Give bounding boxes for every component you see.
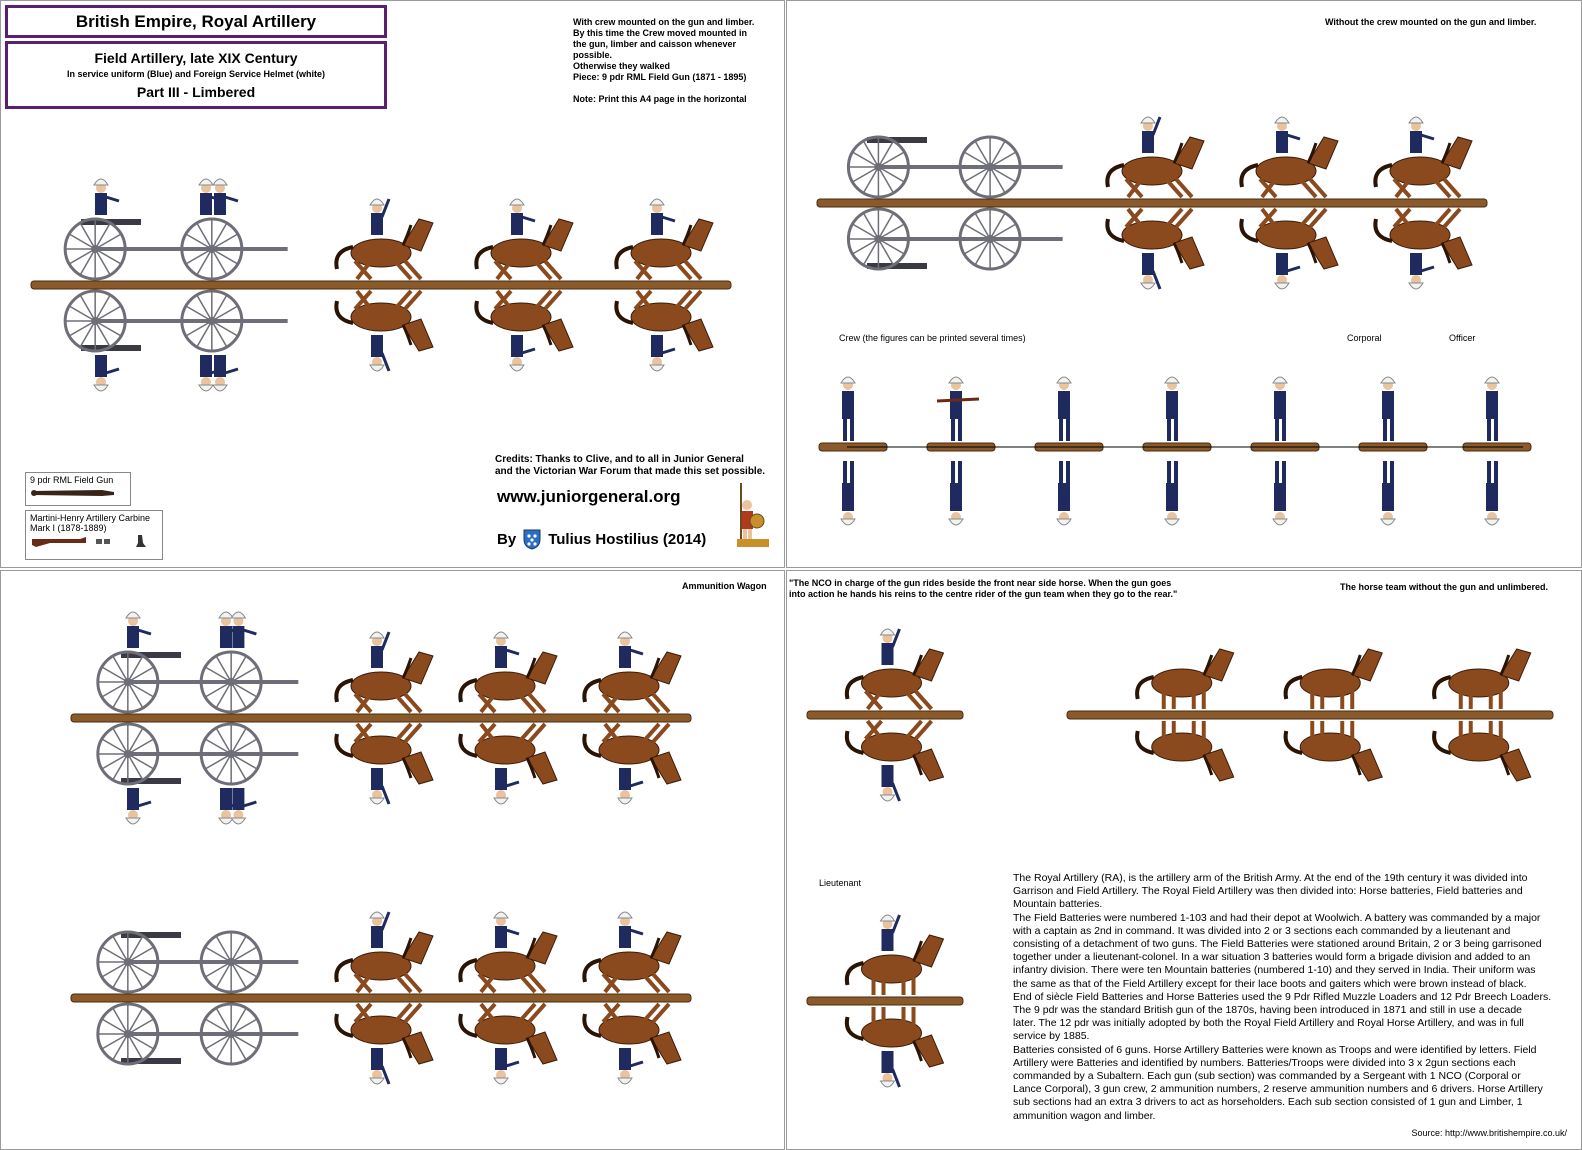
history-line: together under a lieutenant-colonel. In a war situation 3 batteries would form a brigade division and added to an (1013, 951, 1531, 964)
horse (476, 219, 573, 279)
crew-figure (1057, 377, 1071, 441)
sheet-ammunition-wagon (0, 570, 785, 1150)
note-line: With crew mounted on the gun and limber. (573, 17, 755, 27)
rider (650, 199, 675, 235)
rider (494, 1048, 519, 1084)
note-line (573, 83, 773, 94)
rider (618, 768, 643, 804)
rider (213, 355, 238, 391)
by-label: By (497, 530, 517, 548)
base-strip (71, 994, 691, 1002)
rider (494, 632, 519, 668)
base-strip (71, 714, 691, 722)
rider (370, 768, 389, 804)
history-line: commanded by a Subaltern. Each gun (sub section) was commanded by a Sergeant with 1 NCO (Corporal or (1013, 1070, 1521, 1083)
horse (476, 291, 573, 351)
crew-figure (841, 377, 855, 441)
carbine-reference-box (25, 510, 163, 560)
rider (126, 612, 151, 648)
rider (618, 632, 643, 668)
author-name: Tulius Hostilius (2014) (548, 530, 707, 548)
note-line: Piece: 9 pdr RML Field Gun (1871 - 1895) (573, 72, 747, 82)
horse (336, 652, 433, 712)
rider (231, 788, 256, 824)
history-line: Artillery were Batteries and identified by numbers. Batteries/Troops were divided into 3 x 2gun sections each (1013, 1056, 1516, 1069)
horse (847, 935, 944, 995)
rider (1141, 117, 1160, 153)
horse (1375, 137, 1472, 197)
rider (650, 335, 675, 371)
uniform-note: In service uniform (Blue) and Foreign Service Helmet (white) (66, 69, 326, 79)
team-caption: The horse team without the gun and unlimbered. (1340, 582, 1549, 592)
rider (1409, 253, 1434, 289)
sheet-part-iii-limbered (0, 0, 785, 568)
horse (1375, 209, 1472, 269)
rider (231, 612, 256, 648)
quote-line: "The NCO in charge of the gun rides beside the front near side horse. When the gun goes (789, 578, 1172, 588)
sheet-nco-and-team (786, 570, 1582, 1150)
history-line: The Royal Artillery (RA), is the artillery arm of the British Army. At the end of the 19th century it was divided into (1013, 872, 1528, 884)
lieutenant-label: Lieutenant (819, 878, 862, 888)
horse (1241, 137, 1338, 197)
corporal-label: Corporal (1347, 333, 1382, 343)
horse (460, 724, 557, 784)
horse (336, 1004, 433, 1064)
horse (460, 652, 557, 712)
history-line: End of siècle Field Batteries and Horse Batteries used the 9 Pdr Rifled Muzzle Loaders and 12 Pdr Breech Loaders. (1013, 990, 1552, 1003)
main-title-box (5, 5, 387, 38)
history-line: consisting of a detachment of two guns. The Field Batteries were stationed around Britain, 2 or 3 being garrisoned (1013, 938, 1542, 951)
sheet-no-crew (786, 0, 1582, 568)
source-link[interactable]: Source: http://www.britishempire.co.uk/ (1411, 1128, 1567, 1138)
horse (460, 1004, 557, 1064)
history-line: The Field Batteries were numbered 1-103 and had their depot at Woolwich. A battery was commanded by a major (1013, 911, 1541, 924)
rider (881, 915, 900, 951)
rider (494, 912, 519, 948)
rider (213, 179, 238, 215)
history-line: sub sections had an extra 3 drivers to act as horseholders. Each sub section consisted of 1 gun and Limber, 1 (1013, 1096, 1523, 1109)
horse (584, 724, 681, 784)
rider (881, 1051, 900, 1087)
crew-label: Crew (the figures can be printed several times) (839, 333, 1026, 343)
horse (1286, 649, 1383, 709)
horse (584, 652, 681, 712)
gun-ref-label: 9 pdr RML Field Gun (30, 475, 114, 485)
junior-general-mascot-icon (733, 481, 773, 551)
site-url[interactable]: www.juniorgeneral.org (497, 487, 681, 506)
ammunition-wagon-caption: Ammunition Wagon (682, 581, 767, 591)
note-line: Otherwise they walked (573, 61, 671, 71)
rider (881, 629, 900, 665)
horse (1434, 649, 1531, 709)
rider (1275, 253, 1300, 289)
rider (1275, 117, 1300, 153)
horse (336, 219, 433, 279)
rider (510, 199, 535, 235)
rider (94, 179, 119, 215)
carbine-ref-line: Martini-Henry Artillery Carbine (30, 513, 151, 523)
history-line: Mountain batteries. (1013, 898, 1103, 911)
credits-block (495, 454, 765, 478)
rider (881, 765, 900, 801)
horse (1137, 649, 1234, 709)
horse (1286, 721, 1383, 781)
rider (1141, 253, 1160, 289)
credit-line: and the Victorian War Forum that made this set possible. (495, 466, 766, 477)
base-strip (807, 711, 963, 719)
horse (847, 1007, 944, 1067)
base-strip (807, 997, 963, 1005)
rider (370, 1048, 389, 1084)
horse (336, 291, 433, 351)
horse (847, 721, 944, 781)
crew-figure (937, 377, 979, 441)
main-title: British Empire, Royal Artillery (75, 12, 317, 31)
gun-reference-box (25, 472, 131, 506)
rider (370, 199, 389, 235)
history-line: Lance Corporal), 3 gun crew, 2 ammunition numbers, 2 reserve ammunition numbers and 6 drivers. Horse Artillery (1013, 1083, 1543, 1096)
base-strip (1067, 711, 1553, 719)
carbine-icon (30, 533, 160, 553)
nco-rider-figure (805, 591, 965, 851)
rider (370, 335, 389, 371)
corporal-figure (1381, 377, 1395, 441)
part-label: Part III - Limbered (136, 84, 256, 100)
history-line: ammunition wagon and limber. (1013, 1109, 1156, 1122)
horse (1241, 209, 1338, 269)
officer-figure (1485, 377, 1499, 441)
rider (618, 1048, 643, 1084)
author-byline (497, 528, 706, 550)
subtitle-box (5, 41, 387, 109)
rider (1409, 117, 1434, 153)
horse (336, 724, 433, 784)
horse-team-unlimbered-figure (1065, 591, 1565, 851)
note-line: the gun, limber and caisson whenever (573, 39, 737, 49)
horse (847, 649, 944, 709)
history-line: service by 1885. (1013, 1030, 1090, 1043)
history-line: Garrison and Field Artillery. The Royal Field Artillery was then divided into: Horse batteries, Field batteries and (1013, 885, 1523, 898)
history-line: the same as that of the Field Artillery except for their lace boots and gaiters which were brown instead of black. (1013, 977, 1527, 990)
horse (460, 932, 557, 992)
horse (1137, 721, 1234, 781)
history-line: infantry division. There were ten Mountain batteries (numbered 1-10) and they served in India. Their uniform was (1013, 964, 1536, 977)
horse (584, 932, 681, 992)
rider (618, 912, 643, 948)
rider (94, 355, 119, 391)
horse (1107, 137, 1204, 197)
horse (1434, 721, 1531, 781)
rider (494, 768, 519, 804)
rider (126, 788, 151, 824)
crew-figure (1165, 377, 1179, 441)
crew-figure (1273, 377, 1287, 441)
rider (510, 335, 535, 371)
gun-team-no-crew-figure (787, 81, 1582, 341)
no-crew-caption: Without the crew mounted on the gun and limber. (1325, 17, 1537, 27)
history-line: later. The 12 pdr was initially adopted by both the Royal Field Artillery and Royal Horse Artillery, and was in full (1013, 1017, 1524, 1030)
ammunition-wagon-team-no-crew-figure (1, 876, 785, 1136)
history-text-block (1013, 872, 1579, 1123)
history-line: The 9 pdr was the standard British gun of the 1870s, having been introduced in 1871 and still in use a decade (1013, 1004, 1523, 1017)
carbine-ref-line: Mark I (1878-1889) (30, 523, 107, 533)
horse (336, 932, 433, 992)
notes-block (573, 17, 773, 105)
cannon-barrel-icon (30, 488, 120, 498)
base-strip (817, 199, 1487, 207)
quote-line: into action he hands his reins to the centre rider of the gun team when they go to the rear." (789, 589, 1178, 599)
shield-logo-icon (522, 528, 542, 550)
note-line: Note: Print this A4 page in the horizontal (573, 94, 747, 104)
note-line: By this time the Crew moved mounted in (573, 28, 748, 38)
history-line: with a captain as 2nd in command. It was divided into 2 or 3 sections each commanded by a lieutenant and (1013, 924, 1511, 937)
note-line: possible. (573, 50, 613, 60)
horse (1107, 209, 1204, 269)
crew-figures-row (787, 351, 1582, 551)
base-strip (31, 281, 731, 289)
history-line: Batteries consisted of 6 guns. Horse Artillery Batteries were known as Troops and were identified by letters. Field (1013, 1043, 1537, 1056)
horse (616, 291, 713, 351)
rider (370, 912, 389, 948)
officer-label: Officer (1449, 333, 1476, 343)
ammunition-wagon-team-figure (1, 596, 785, 856)
lieutenant-figure (805, 889, 965, 1149)
subtitle: Field Artillery, late XIX Century (94, 50, 298, 66)
horse (584, 1004, 681, 1064)
credit-line: Credits: Thanks to Clive, and to all in Junior General (495, 454, 744, 465)
rider (370, 632, 389, 668)
horse (616, 219, 713, 279)
